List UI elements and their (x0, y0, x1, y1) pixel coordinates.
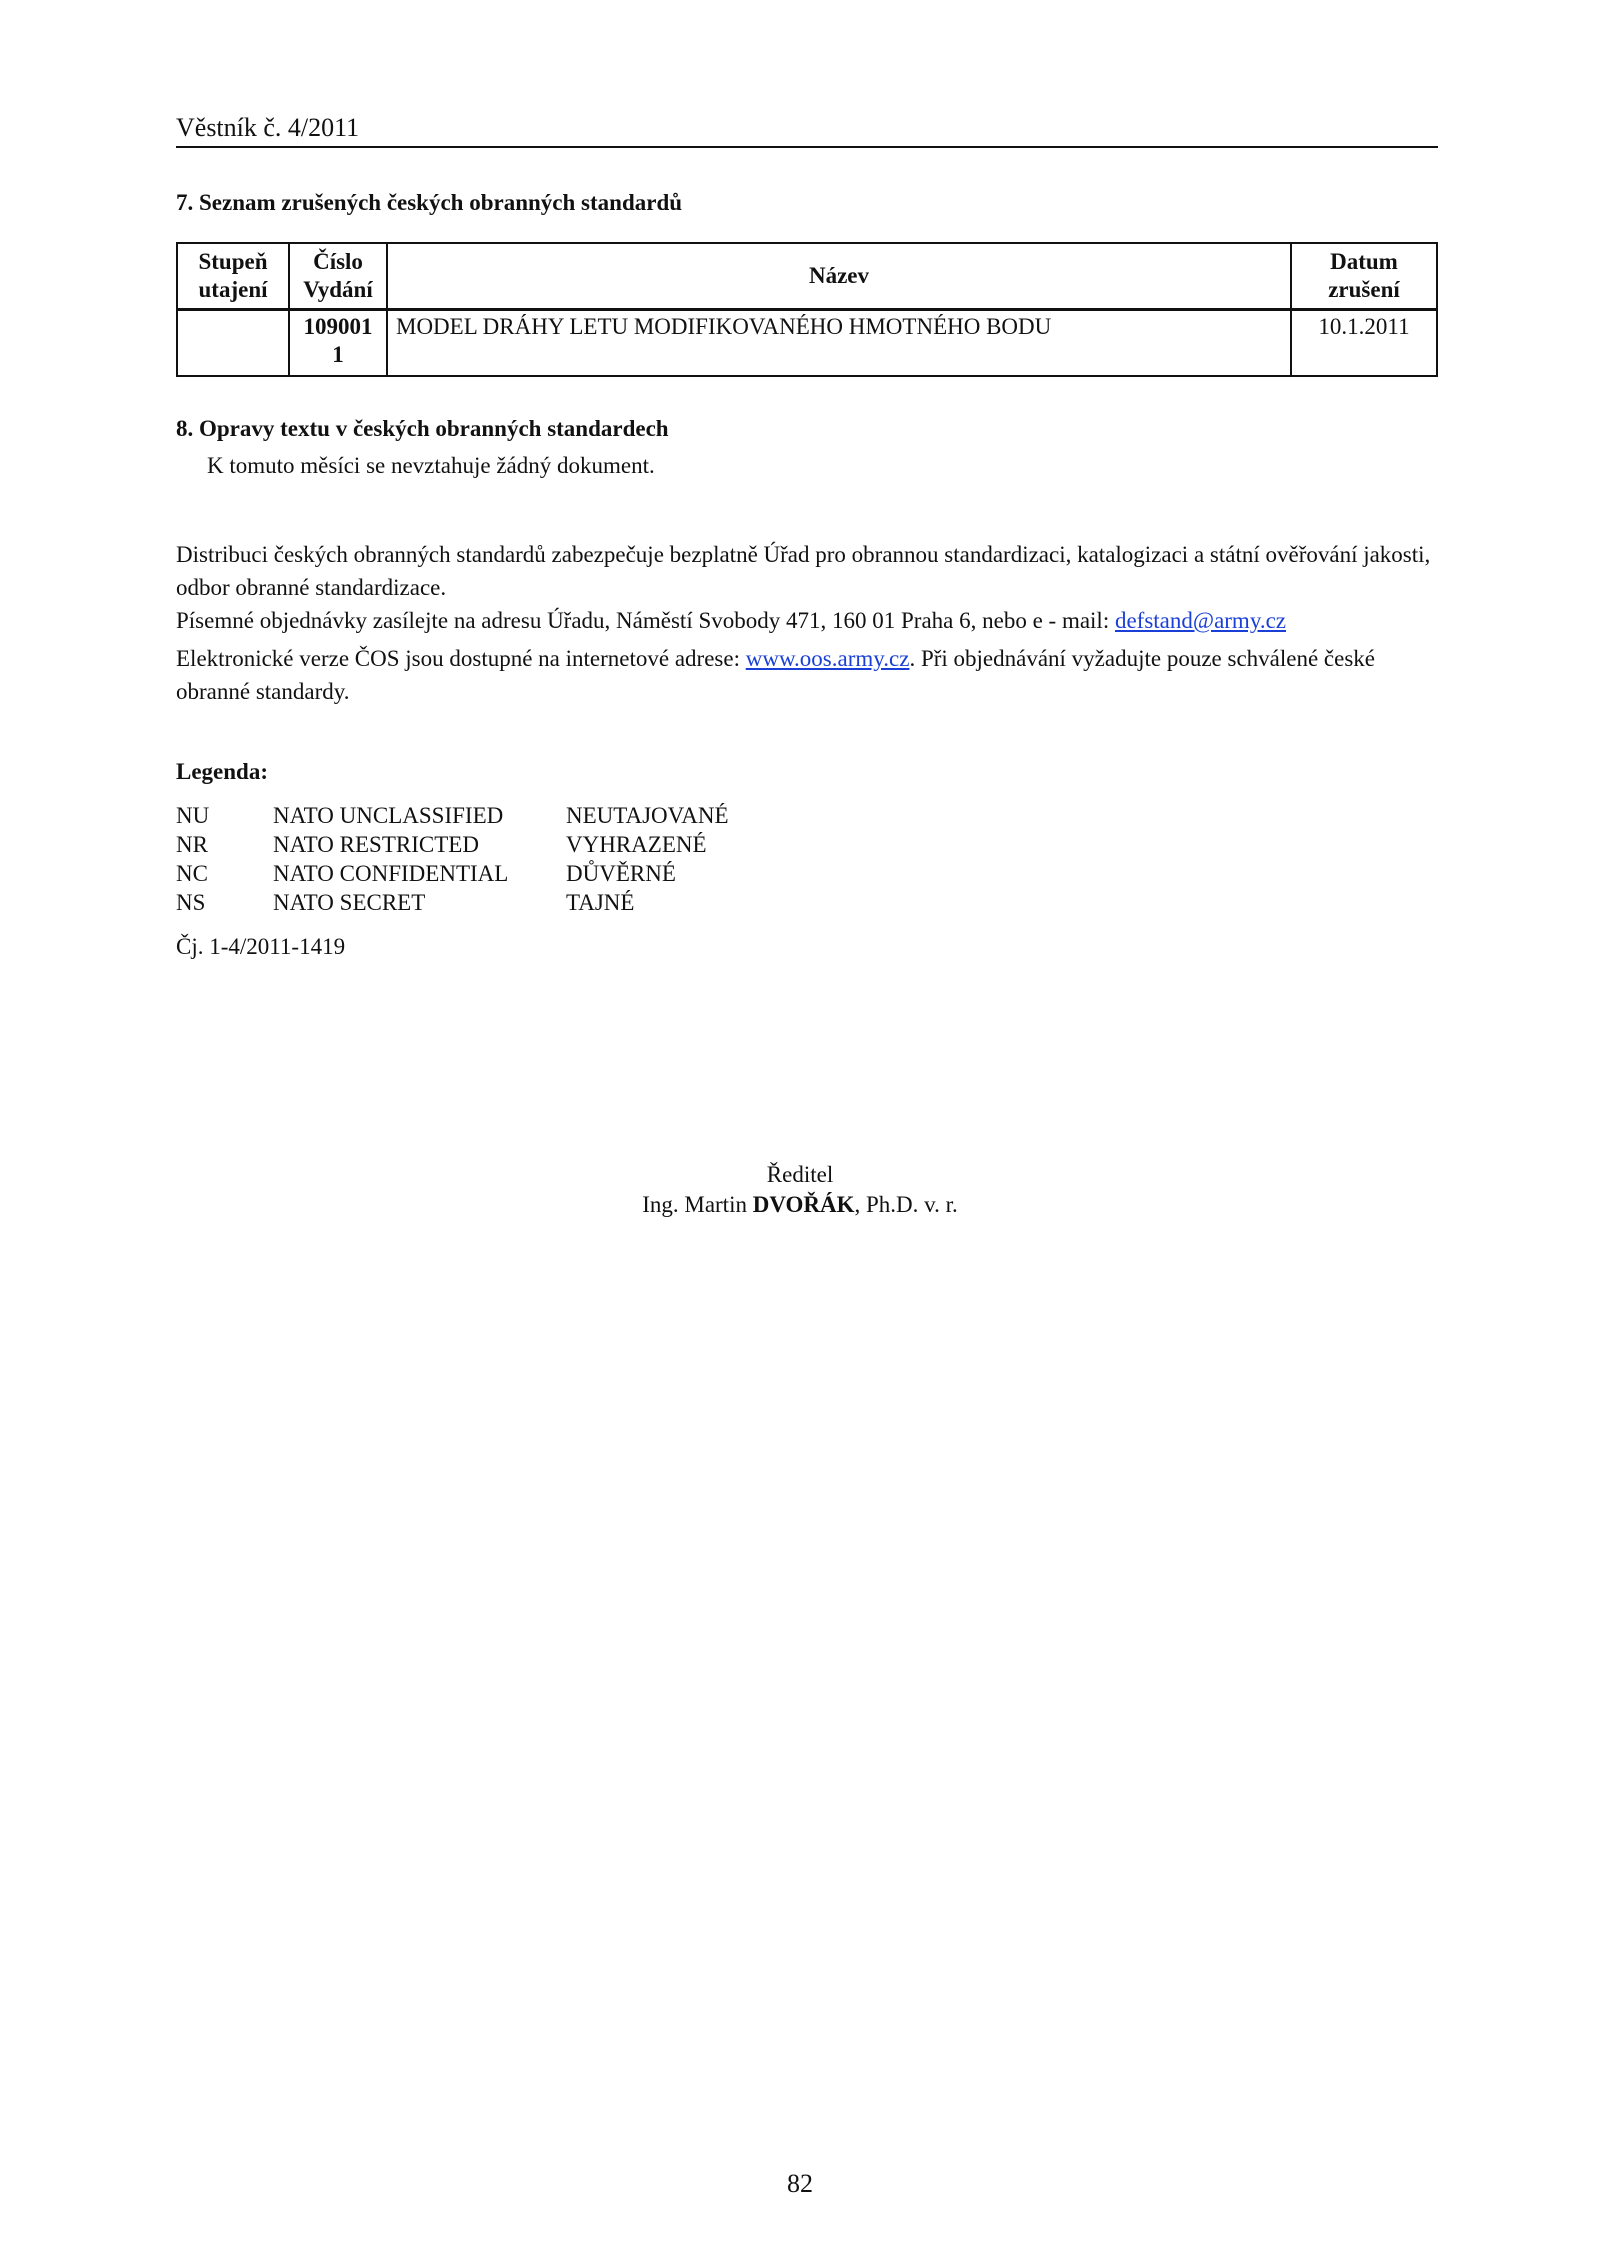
legend-nato: NATO RESTRICTED (273, 832, 479, 857)
signature-name (0, 1190, 1600, 1220)
orders-text: Písemné objednávky zasílejte na adresu Úřadu, Náměstí Svobody 471, 160 01 Praha 6, nebo e - mail: (176, 608, 1115, 633)
legend-table (176, 801, 729, 917)
legend-row (176, 801, 729, 830)
cell-stupen (177, 310, 289, 377)
table-header-row (177, 243, 1437, 310)
signature-surname: DVOŘÁK (752, 1192, 855, 1217)
table-row (177, 310, 1437, 377)
signature-prefix: Ing. Martin (642, 1192, 753, 1217)
signature-role: Ředitel (766, 1162, 834, 1187)
legend-code: NC (176, 861, 208, 886)
section-8-text: K tomuto měsíci se nevztahuje žádný dokument. (207, 453, 655, 478)
signature-block (0, 1160, 1600, 1220)
running-header: Věstník č. 4/2011 (176, 112, 1438, 148)
legend-code: NU (176, 803, 210, 828)
page-number: 82 (787, 2169, 813, 2198)
legend-czech: VYHRAZENÉ (566, 832, 707, 857)
legend-row (176, 888, 729, 917)
legend-czech: DŮVĚRNÉ (566, 861, 676, 886)
cell-cislo: 109001 1 (289, 310, 387, 377)
legend-czech: NEUTAJOVANÉ (566, 803, 729, 828)
cell-datum: 10.1.2011 (1291, 310, 1437, 377)
cell-nazev: MODEL DRÁHY LETU MODIFIKOVANÉHO HMOTNÉHO BODU (387, 310, 1291, 377)
header-stupen: Stupeň utajení (177, 243, 289, 310)
legend-row (176, 830, 729, 859)
legend-nato: NATO UNCLASSIFIED (273, 803, 504, 828)
electronic-paragraph (176, 642, 1438, 708)
legend-nato: NATO CONFIDENTIAL (273, 861, 509, 886)
orders-paragraph (176, 604, 1438, 637)
legend-czech: TAJNÉ (566, 890, 635, 915)
electronic-text: Elektronické verze ČOS jsou dostupné na internetové adrese: (176, 646, 746, 671)
electronic-suffix: . Při objednávání vyžadujte pouze schválené české obranné standardy. (176, 646, 1376, 704)
distribution-paragraph: Distribuci českých obranných standardů zabezpečuje bezplatně Úřad pro obrannou standardizaci, katalogizaci a státní ověřování jakosti, odbor obranné standardizace. (176, 542, 1431, 600)
legend-code: NS (176, 890, 206, 915)
section-8-heading: 8. Opravy textu v českých obranných standardech (176, 416, 669, 441)
cancelled-standards-table (176, 242, 1438, 377)
legend-code: NR (176, 832, 208, 857)
reference-number: Čj. 1-4/2011-1419 (176, 934, 346, 959)
legend-row (176, 859, 729, 888)
header-datum: Datum zrušení (1291, 243, 1437, 310)
website-link[interactable]: www.oos.army.cz (745, 646, 910, 671)
signature-suffix: , Ph.D. v. r. (854, 1192, 958, 1217)
section-7-heading: 7. Seznam zrušených českých obranných standardů (176, 190, 683, 215)
header-nazev: Název (387, 243, 1291, 310)
email-link[interactable]: defstand@army.cz (1114, 608, 1286, 633)
header-cislo: Číslo Vydání (289, 243, 387, 310)
legend-heading: Legenda: (176, 759, 268, 784)
legend-nato: NATO SECRET (273, 890, 426, 915)
